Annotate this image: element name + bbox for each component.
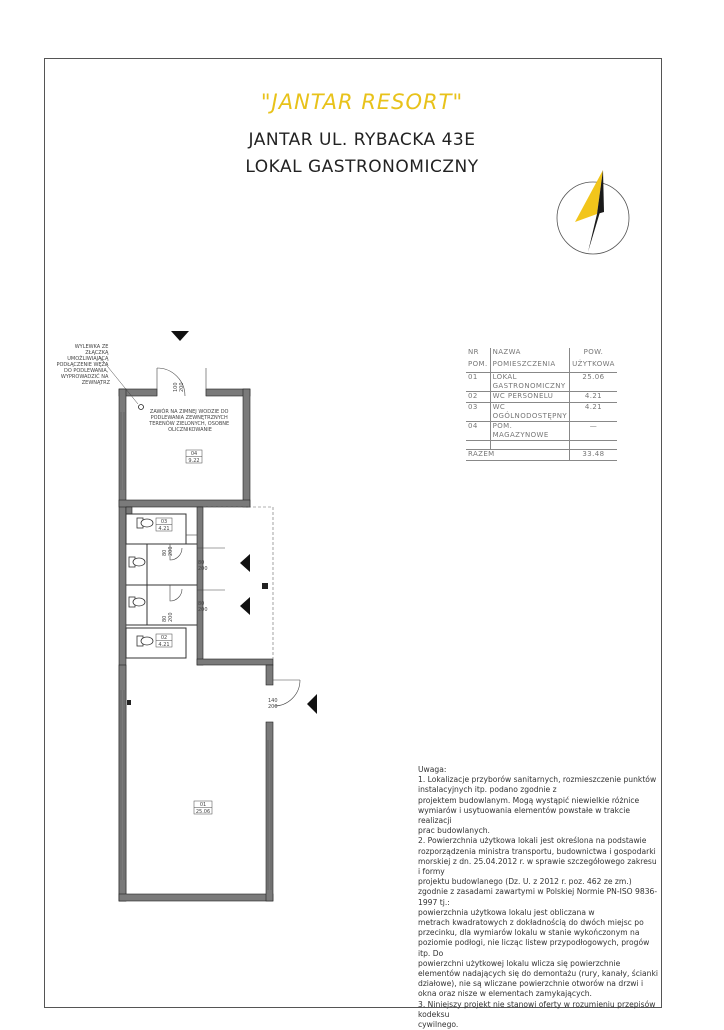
room-area-table <box>466 348 617 461</box>
entry-arrow-top-icon <box>171 331 189 341</box>
door-label-main <box>268 698 278 710</box>
svg-text:200: 200 <box>168 546 174 556</box>
door-label-03 <box>162 546 174 556</box>
room-area: 4.21 <box>570 403 617 422</box>
north-arrow-icon <box>557 170 629 254</box>
notes-block <box>418 765 658 1030</box>
valve-note-line: PODLEWANIA ZEWNĘTRZNYCH <box>150 415 228 421</box>
svg-text:200: 200 <box>179 382 185 392</box>
room-label-01 <box>194 801 212 815</box>
left-note-line: UMOŻLIWIAJĄCĄ <box>67 356 109 362</box>
svg-text:140: 140 <box>268 698 278 704</box>
svg-text:4.21: 4.21 <box>158 526 170 532</box>
room-area: — <box>570 422 617 441</box>
svg-text:01: 01 <box>199 802 207 808</box>
door-label-mid1 <box>198 560 208 572</box>
room-name: POM. MAGAZYNOWE <box>490 422 569 441</box>
svg-text:200: 200 <box>198 566 208 572</box>
valve-note-line: ZAWÓR NA ZIMNEJ WODZIE DO <box>149 409 229 415</box>
note-item: 3. Niniejszy projekt nie stanowi oferty w rozumieniu przepisów kodeksu cywilnego. <box>418 999 656 1030</box>
room-area: 25.06 <box>570 373 617 392</box>
table-row <box>466 403 617 422</box>
table-header-row <box>466 360 617 373</box>
room-name: WC PERSONELU <box>490 392 569 403</box>
header-nr: NR <box>468 348 479 356</box>
svg-text:ZAWÓR NA ZIMNEJ WODZIE DO <box>148 408 231 433</box>
svg-text:200: 200 <box>168 612 174 622</box>
left-note-line: PODŁĄCZENIE WĘŻA <box>56 362 109 368</box>
door-label-02 <box>162 612 174 622</box>
room-label-02 <box>156 634 172 648</box>
unit-type-title: LOKAL GASTRONOMICZNY <box>245 157 479 177</box>
svg-text:200: 200 <box>268 704 278 710</box>
entry-arrow-right1-icon <box>240 554 250 572</box>
room-nr: 01 <box>466 373 490 392</box>
note-item: 1. Lokalizacje przyborów sanitarnych, rozmieszczenie punktów instalacyjnych itp. podano zgodnie z projektem budowlanym. Mogą wystąpić niewielkie różnice wymiarów i usytuowania elementów powstałe w trakcie realizacji prac budowlanych. <box>418 775 657 836</box>
door-label-mid2 <box>198 601 208 613</box>
door-label-top <box>173 382 185 392</box>
svg-text:9.22: 9.22 <box>188 458 200 464</box>
room-nr: 02 <box>466 392 490 403</box>
valve-icon <box>139 405 144 410</box>
total-label: RAZEM <box>466 450 570 461</box>
svg-text:02: 02 <box>160 635 168 641</box>
notes-heading: Uwaga: <box>418 765 447 774</box>
entry-arrow-right2-icon <box>240 597 250 615</box>
total-value: 33.48 <box>570 450 617 461</box>
tap-icon <box>127 700 131 705</box>
valve-note-line: TERENÓW ZIELONYCH, OSOBNE <box>149 421 230 427</box>
header-area: UŻYTKOWA <box>570 360 617 373</box>
left-note-line: ZEWNĄTRZ <box>81 380 110 386</box>
header-nr: POM. <box>468 360 488 368</box>
svg-text:80: 80 <box>162 615 168 622</box>
header-name: POMIESZCZENIA <box>490 360 569 373</box>
svg-text:200: 200 <box>198 607 208 613</box>
left-note-line: DO PODLEWANIA, <box>63 368 109 374</box>
entry-arrow-main-icon <box>307 694 317 714</box>
toilet-icon <box>129 518 153 646</box>
table-row <box>466 373 617 392</box>
left-note-line: WYPROWADZIĆ NA <box>60 374 109 380</box>
svg-text:03: 03 <box>160 519 168 525</box>
left-note-line: ZŁĄCZKĄ <box>85 350 109 356</box>
table-total-row <box>466 450 617 461</box>
left-note-line: WYLEWKA ZE <box>74 344 109 350</box>
note-item: 2. Powierzchnia użytkowa lokali jest określona na podstawie rozporządzenia ministra transportu, budownictwa i gospodarki morskiej z dn. 25.04.2012 r. w sprawie szczegółowego zakresu i formy projektu budowlanego (Dz. U. z 2012 r. poz. 462 ze zm.) zgodnie z zasadami zawartymi w Polskiej Normie PN-ISO 9836-1997 tj.: powierzchnia użytkowa lokalu jest obliczana w metrach kwadratowych z dokładnością do dwóch miejsc po przecinku, dla wymiarów lokalu w stanie wykończonym na poziomie podłogi, nie licząc listew przypodłogowych, progów itp. Do powierzchni użytkowej lokalu wlicza się powierzchnie elementów nadających się do demontażu (rury, kanały, ścianki działowe), nie są wliczane powierzchnie otworów na drzwi i okna oraz nisze w elementach zamykających. <box>418 836 659 999</box>
svg-text:80: 80 <box>198 560 205 566</box>
svg-text:80: 80 <box>162 549 168 556</box>
room-name: LOKAL GASTRONOMICZNY <box>490 373 569 392</box>
room-nr: 03 <box>466 403 490 422</box>
meter-icon <box>262 583 268 589</box>
table-row <box>466 422 617 441</box>
table-header-row <box>466 348 617 360</box>
room-nr: 04 <box>466 422 490 441</box>
svg-text:WYLEWKA ZE ZŁĄCZKĄ UMO <box>56 344 110 386</box>
svg-text:100: 100 <box>173 382 179 392</box>
table-row <box>466 392 617 403</box>
room-area: 4.21 <box>570 392 617 403</box>
svg-text:80: 80 <box>198 601 205 607</box>
room-label-04 <box>186 450 202 464</box>
svg-text:4.21: 4.21 <box>158 642 170 648</box>
header-name: NAZWA <box>490 348 569 360</box>
project-title: "JANTAR RESORT" <box>260 90 464 114</box>
svg-text:25.06: 25.06 <box>195 809 211 815</box>
address-title: JANTAR UL. RYBACKA 43E <box>248 130 476 150</box>
valve-note-line: OLICZNIKOWANIE <box>168 427 212 433</box>
room-name: WC OGÓLNODOSTĘPNY <box>490 403 569 422</box>
header-area: POW. <box>570 348 617 360</box>
room-label-03 <box>156 518 172 532</box>
svg-text:04: 04 <box>190 451 198 457</box>
